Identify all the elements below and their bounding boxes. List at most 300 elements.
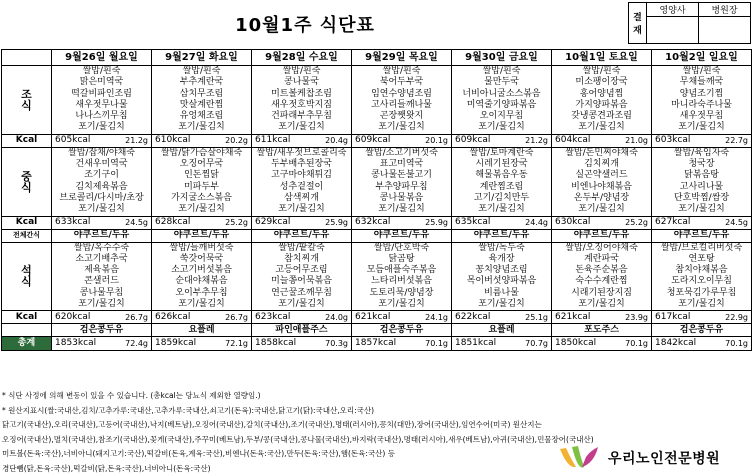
hospital-name: 우리노인전문병원: [608, 451, 721, 467]
dish-item: 쌀밥/새우젓브로콜리죽: [256, 147, 347, 158]
lunch-menu-cell: [152, 147, 252, 216]
breakfast-menu-cell: [352, 66, 452, 135]
dish-item: 고기/김치만두: [473, 192, 530, 203]
approval-role: 영양사: [647, 3, 699, 17]
dish-item: 콘샐러드: [84, 276, 119, 287]
snack-cell: 야쿠르트/두유: [52, 229, 152, 242]
kcal-value-pair: [652, 217, 751, 228]
kcal-value-pair: [652, 312, 751, 323]
dish-item: 쌀밥/닭가슴살야채죽: [160, 147, 243, 158]
kcal-value: 626kcal: [155, 311, 191, 322]
kcal-value-pair: [152, 217, 251, 228]
dish-item: 표고미역국: [379, 159, 424, 170]
dish-item: 도라지오이무침: [671, 276, 732, 287]
kcal-label: Kcal: [2, 311, 52, 324]
dish-item: 계란파국: [584, 253, 619, 264]
kcal-value: 630kcal: [555, 217, 591, 228]
kcal-cell-wrap: [52, 134, 152, 147]
snack-cell: 야쿠르트/두유: [252, 229, 352, 242]
breakfast-menu-cell: [552, 66, 652, 135]
breakfast-kcal-row: [2, 134, 752, 147]
approval-label: 결재: [629, 3, 647, 44]
dish-item: 고구마야채튀김: [271, 170, 332, 181]
dish-item: 오이부추무침: [175, 287, 228, 298]
total-protein: 70.1g: [625, 339, 648, 349]
dish-item: 쌀밥/잡채/야채죽: [68, 147, 135, 158]
dish-item: 물만두국: [484, 77, 519, 88]
dish-item: 포기/물김치: [378, 299, 425, 310]
kcal-cell-wrap: [452, 216, 552, 229]
lunch-kcal-row: [2, 216, 752, 229]
protein-value: 20.2g: [225, 136, 248, 146]
total-cell: [552, 337, 652, 351]
kcal-value: 603kcal: [655, 135, 691, 146]
dish-item: 포기/물김치: [378, 122, 425, 133]
dish-item: 참치찌개: [284, 253, 319, 264]
lunch-menu-cell: [652, 147, 752, 216]
approval-role: 병원장: [699, 3, 751, 17]
dish-item: 성추겉절이: [279, 181, 324, 192]
dish-item: 홍어양념찜: [579, 88, 624, 99]
protein-value: 22.7g: [725, 136, 748, 146]
dish-item: 미늘쫑어묵볶음: [271, 276, 332, 287]
snack-cell: 검은콩두유: [652, 324, 752, 337]
dinner-menu-cell: [452, 242, 552, 311]
kcal-value-pair: [552, 135, 651, 146]
corner-cell: [2, 50, 52, 66]
protein-value: 25.2g: [625, 218, 648, 228]
dish-item: 쌀밥/돈민찌야채죽: [565, 147, 638, 158]
dish-item: 새우젓호박지짐: [271, 99, 332, 110]
day-header: 10월2일 일요일: [652, 50, 752, 66]
dinner-menu-cell: [152, 242, 252, 311]
note-line: 닭고기(국내산),오리(국내산),고등어(국내산),낙지(베트남),오징어(국내산),갈치(국내산),조기(국내산),명태(러시아),꽁치(대만),장어(국내산),임연수어(미국) 원산지는: [2, 420, 542, 430]
dish-item: 비름나물: [484, 287, 519, 298]
dish-item: 포기/물김치: [178, 299, 225, 310]
total-kcal: 1853kcal: [55, 338, 97, 349]
dish-item: 마니라숙주나물: [671, 99, 732, 110]
total-protein: 70.1g: [425, 339, 448, 349]
total-cell: [352, 337, 452, 351]
kcal-value-pair: [352, 312, 451, 323]
dish-item: 부추계란국: [179, 77, 224, 88]
dish-item: 포기/물김치: [678, 122, 725, 133]
breakfast-menu-cell: [452, 66, 552, 135]
dish-item: 김치찌개: [584, 159, 619, 170]
kcal-value-pair: [452, 135, 551, 146]
dish-item: 쑥갓어묵국: [179, 253, 224, 264]
total-value-pair: [252, 338, 351, 349]
dish-item: 미파두부: [184, 181, 219, 192]
lunch-menu-cell: [552, 147, 652, 216]
snack-cell: 요플레: [152, 324, 252, 337]
breakfast-label: 조 식: [2, 66, 52, 135]
dish-item: 콩나물볶음: [379, 192, 424, 203]
total-protein: 70.3g: [325, 339, 348, 349]
dish-item: 소고기배추국: [75, 253, 128, 264]
kcal-cell-wrap: [252, 134, 352, 147]
kcal-label: Kcal: [2, 134, 52, 147]
dish-item: 쌀밥/들깨버섯죽: [169, 242, 234, 253]
dish-item: 포기/물김치: [278, 204, 325, 215]
kcal-value: 623kcal: [255, 311, 291, 322]
snack-cell: 야쿠르트/두유: [552, 229, 652, 242]
day-header-row: [2, 50, 752, 66]
total-kcal: 1859kcal: [155, 338, 197, 349]
dish-item: 콩나물돈불고기: [371, 170, 432, 181]
dish-item: 쌀밥/옥수수죽: [73, 242, 130, 253]
day-header: 9월30일 금요일: [452, 50, 552, 66]
dinner-menu-cell: [52, 242, 152, 311]
total-value-pair: [52, 338, 151, 349]
dish-item: 쌀밥/단호박죽: [373, 242, 430, 253]
protein-value: 24.5g: [725, 218, 748, 228]
snack-cell: 야쿠르트/두유: [352, 229, 452, 242]
dish-item: 두부배추된장국: [271, 159, 332, 170]
total-value-pair: [152, 338, 251, 349]
kcal-value-pair: [52, 217, 151, 228]
dish-item: 순대야채볶음: [175, 276, 228, 287]
kcal-value-pair: [52, 312, 151, 323]
protein-value: 20.1g: [425, 136, 448, 146]
dish-item: 갖냉콩견과조림: [571, 111, 632, 122]
total-value-pair: [652, 338, 751, 349]
totals-label: 총계: [2, 337, 52, 351]
kcal-value: 620kcal: [55, 311, 91, 322]
kcal-cell-wrap: [152, 311, 252, 324]
total-value-pair: [552, 338, 651, 349]
protein-value: 24.5g: [125, 218, 148, 228]
protein-value: 26.7g: [125, 312, 148, 322]
kcal-value-pair: [352, 135, 451, 146]
snack-cell: 파인애플주스: [252, 324, 352, 337]
snack-pm-row: [2, 324, 752, 337]
kcal-value: 604kcal: [555, 135, 591, 146]
total-cell: [152, 337, 252, 351]
dish-item: 쌀밥/흰죽: [582, 66, 621, 76]
snack-cell: 요플레: [452, 324, 552, 337]
breakfast-menu-cell: [52, 66, 152, 135]
dish-item: 콩나물국: [284, 77, 319, 88]
dish-item: 나나스끼무침: [75, 111, 128, 122]
dish-item: 새우젓무침: [679, 111, 724, 122]
dish-item: 콩나물무침: [79, 287, 124, 298]
breakfast-row: [2, 66, 752, 135]
dish-item: 브로콜리/다시마/초장: [59, 192, 144, 203]
lunch-menu-cell: [52, 147, 152, 216]
dish-item: 쌀밥/팥칼죽: [278, 242, 325, 253]
total-protein: 72.4g: [125, 339, 148, 349]
kcal-cell-wrap: [352, 216, 452, 229]
dish-item: 비엔나야채볶음: [571, 181, 632, 192]
protein-value: 21.2g: [125, 136, 148, 146]
page-title: 10월1주 식단표: [235, 15, 375, 36]
kcal-value: 610kcal: [155, 135, 191, 146]
total-cell: [452, 337, 552, 351]
kcal-value-pair: [252, 135, 351, 146]
lunch-row: [2, 147, 752, 216]
dish-item: 임연수양념조림: [371, 88, 432, 99]
dish-item: 연포탕: [688, 253, 715, 264]
protein-value: 25.9g: [325, 218, 348, 228]
kcal-cell-wrap: [352, 134, 452, 147]
dinner-menu-cell: [652, 242, 752, 311]
protein-value: 24.0g: [325, 312, 348, 322]
day-header: 10월1일 토요일: [552, 50, 652, 66]
kcal-cell-wrap: [652, 134, 752, 147]
dish-item: 김치제육볶음: [75, 181, 128, 192]
dish-item: 건파래부추무침: [271, 111, 332, 122]
dish-item: 온두부/양념장: [573, 192, 630, 203]
kcal-value: 621kcal: [555, 311, 591, 322]
total-protein: 70.7g: [525, 339, 548, 349]
total-kcal: 1851kcal: [455, 338, 497, 349]
day-header: 9월28일 수요일: [252, 50, 352, 66]
dish-item: 느타리버섯볶음: [371, 276, 432, 287]
total-kcal: 1842kcal: [655, 338, 697, 349]
kcal-cell-wrap: [452, 311, 552, 324]
kcal-value-pair: [252, 217, 351, 228]
dish-item: 목이버섯양파볶음: [466, 276, 537, 287]
protein-value: 21.2g: [525, 136, 548, 146]
dish-item: 포기/물김치: [78, 299, 125, 310]
dish-item: 너비아니굴소스볶음: [462, 88, 541, 99]
dish-item: 쌀밥/흰죽: [282, 66, 321, 76]
breakfast-menu-cell: [652, 66, 752, 135]
dish-item: 해물볶음우동: [475, 170, 528, 181]
kcal-value-pair: [152, 312, 251, 323]
total-protein: 72.1g: [225, 339, 248, 349]
dish-item: 가지양파볶음: [575, 99, 628, 110]
dish-item: 시레기된장국: [475, 159, 528, 170]
snack-am-label: 전체간식: [2, 229, 52, 242]
day-header: 9월29일 목요일: [352, 50, 452, 66]
breakfast-menu-cell: [152, 66, 252, 135]
kcal-cell-wrap: [552, 134, 652, 147]
note-line: * 원산지표시(쌀:국내산,김치/고추가루:국내산,고추가루:국내산,쇠고기(돈육):국내산,닭고기(닭):국내산,오리:국산): [2, 405, 375, 415]
dinner-menu-cell: [252, 242, 352, 311]
dish-item: 청포묵김가루무침: [666, 287, 737, 298]
dish-item: 쌀밥/육임자죽: [673, 147, 730, 158]
dish-item: 쌀밥/오징어야채죽: [565, 242, 638, 253]
dish-item: 무채들깨국: [679, 77, 724, 88]
kcal-cell-wrap: [52, 216, 152, 229]
dish-item: 연근꿀조깨무침: [271, 287, 332, 298]
dish-item: 포기/물김치: [478, 204, 525, 215]
dish-item: 고사리들깨나물: [371, 99, 432, 110]
dish-item: 인돈찜닭: [184, 170, 219, 181]
kcal-value: 627kcal: [655, 217, 691, 228]
dish-item: 포기/물김치: [678, 204, 725, 215]
protein-value: 25.2g: [225, 218, 248, 228]
dish-item: 쌀밥/녹두죽: [478, 242, 525, 253]
dish-item: 도토리묵/양념장: [369, 287, 434, 298]
kcal-cell-wrap: [252, 216, 352, 229]
kcal-value: 635kcal: [455, 217, 491, 228]
note-line: 미트볼(돈육:국산),너비아니(돼지고기:국산),떡갈비(돈육,계육:국산),비엔나(돈육:국산),만두(돈육:국산),햄(돈육:국산) 등: [2, 449, 395, 459]
dinner-row: [2, 242, 752, 311]
kcal-value-pair: [52, 135, 151, 146]
protein-value: 21.0g: [625, 136, 648, 146]
dish-item: 포기/물김치: [178, 204, 225, 215]
total-kcal: 1857kcal: [355, 338, 397, 349]
dish-item: 포기/물김치: [578, 204, 625, 215]
note-line: 경단뺌(닭,돈육:국산),떡갈비(닭,돈육:국산),너비아니(돈육:국산): [2, 463, 211, 473]
protein-value: 23.9g: [625, 312, 648, 322]
dish-item: 포기/물김치: [78, 122, 125, 133]
total-value-pair: [352, 338, 451, 349]
protein-value: 24.4g: [525, 218, 548, 228]
dish-item: 고사리나물: [679, 181, 724, 192]
total-cell: [52, 337, 152, 351]
dinner-label: 석 식: [2, 242, 52, 311]
dish-item: 닭곰탕: [388, 253, 415, 264]
dish-item: 꽁치양념조림: [475, 265, 528, 276]
kcal-value: 621kcal: [355, 311, 391, 322]
kcal-value: 605kcal: [55, 135, 91, 146]
kcal-value-pair: [152, 135, 251, 146]
dish-item: 포기/물김치: [378, 204, 425, 215]
kcal-label: Kcal: [2, 216, 52, 229]
dish-item: 양념조기찜: [679, 88, 724, 99]
snack-cell: 검은콩두유: [352, 324, 452, 337]
kcal-value-pair: [352, 217, 451, 228]
dish-item: 쌀밥/브로컬리버섯죽: [660, 242, 743, 253]
dish-item: 포기/물김치: [478, 299, 525, 310]
approval-sign: [699, 17, 751, 44]
dish-item: 육개장: [488, 253, 515, 264]
total-protein: 70.1g: [725, 339, 748, 349]
protein-value: 20.4g: [325, 136, 348, 146]
dish-item: 쌀밥/흰죽: [682, 66, 721, 76]
total-kcal: 1850kcal: [555, 338, 597, 349]
dish-item: 닭볶음탕: [684, 170, 719, 181]
approval-box: [628, 2, 751, 44]
hospital-logo-icon: [556, 443, 602, 473]
kcal-cell-wrap: [352, 311, 452, 324]
kcal-cell-wrap: [652, 311, 752, 324]
dish-item: 떡갈비파인조림: [71, 88, 132, 99]
dinner-menu-cell: [552, 242, 652, 311]
dish-item: 쌀밥/토마계란죽: [469, 147, 534, 158]
dish-item: 숙수수계란찜: [575, 276, 628, 287]
kcal-cell-wrap: [252, 311, 352, 324]
kcal-value: 622kcal: [455, 311, 491, 322]
total-kcal: 1858kcal: [255, 338, 297, 349]
snack-cell: 검은콩두유: [52, 324, 152, 337]
kcal-cell-wrap: [552, 311, 652, 324]
snack-cell: 야쿠르트/두유: [152, 229, 252, 242]
dinner-kcal-row: [2, 311, 752, 324]
dish-item: 가지굴소스볶음: [171, 192, 232, 203]
dish-item: 계란찜조림: [479, 181, 524, 192]
dish-item: 포기/물김치: [178, 122, 225, 133]
dish-item: 곤장쨋왓지: [379, 111, 424, 122]
dish-item: 포기/물김치: [278, 299, 325, 310]
note-line: 오징어(국내산),멸치(국내산),참조기(국내산),꽃게(국내산),주꾸미(베트남),두부/콩(국내산),콩나물(국내산),바지락(국내산),명태(러시아),새우(베트남),아귀(국내산),민물장어(국내산): [2, 434, 594, 444]
dish-item: 쌀밥/흰죽: [382, 66, 421, 76]
dish-item: 쌀밥/흰죽: [82, 66, 121, 76]
kcal-value: 609kcal: [455, 135, 491, 146]
kcal-value-pair: [652, 135, 751, 146]
dish-item: 쌀밥/흰죽: [482, 66, 521, 76]
kcal-value-pair: [452, 217, 551, 228]
approval-sign: [647, 17, 699, 44]
note-line: * 식단 사정에 의해 변동이 있을 수 있습니다. (총kcal는 당뇨식 제외한 열량임.): [2, 391, 261, 400]
snack-pm-label: [2, 324, 52, 337]
kcal-value: 617kcal: [655, 311, 691, 322]
snack-cell: 야쿠르트/두유: [652, 229, 752, 242]
lunch-label: 중 식: [2, 147, 52, 216]
kcal-value: 632kcal: [355, 217, 391, 228]
protein-value: 26.7g: [225, 312, 248, 322]
lunch-menu-cell: [352, 147, 452, 216]
kcal-value: 628kcal: [155, 217, 191, 228]
total-cell: [652, 337, 752, 351]
kcal-value: 611kcal: [255, 135, 291, 146]
dish-item: 포기/물김치: [578, 122, 625, 133]
dish-item: 포기/물김치: [478, 122, 525, 133]
dish-item: 삼색찌개: [284, 192, 319, 203]
dish-item: 포기/물김치: [578, 299, 625, 310]
dish-item: 오이지무침: [479, 111, 524, 122]
protein-value: 25.9g: [425, 218, 448, 228]
totals-row: [2, 337, 752, 351]
kcal-value-pair: [452, 312, 551, 323]
dish-item: 포기/물김치: [678, 299, 725, 310]
dish-item: 삼치무조림: [179, 88, 224, 99]
kcal-cell-wrap: [52, 311, 152, 324]
dish-item: 맑은미역국: [79, 77, 124, 88]
notes: [2, 389, 602, 476]
dish-item: 맛살계란찜: [179, 99, 224, 110]
kcal-value: 629kcal: [255, 217, 291, 228]
dish-item: 실곤약샐러드: [575, 170, 628, 181]
kcal-cell-wrap: [552, 216, 652, 229]
dish-item: 제육볶음: [84, 265, 119, 276]
day-header: 9월27일 화요일: [152, 50, 252, 66]
menu-table: [1, 49, 752, 351]
dish-item: 미역줄기양파볶음: [466, 99, 537, 110]
kcal-value: 609kcal: [355, 135, 391, 146]
kcal-cell-wrap: [152, 216, 252, 229]
dish-item: 미트볼케찹조림: [271, 88, 332, 99]
protein-value: 22.9g: [725, 312, 748, 322]
kcal-value-pair: [252, 312, 351, 323]
dish-item: 조기구이: [84, 170, 119, 181]
hospital-logo: [556, 443, 748, 473]
kcal-value-pair: [552, 217, 651, 228]
dish-item: 소고기버섯볶음: [171, 265, 232, 276]
breakfast-menu-cell: [252, 66, 352, 135]
kcal-cell-wrap: [152, 134, 252, 147]
snack-am-row: [2, 229, 752, 242]
dish-item: 포기/물김치: [278, 122, 325, 133]
dish-item: 쌀밥/소고기버섯죽: [365, 147, 438, 158]
total-cell: [252, 337, 352, 351]
day-header: 9월26일 월요일: [52, 50, 152, 66]
dish-item: 시래기된장지짐: [571, 287, 632, 298]
dish-item: 오징어무국: [179, 159, 224, 170]
dish-item: 부추양파무침: [375, 181, 428, 192]
dish-item: 참치야채볶음: [675, 265, 728, 276]
kcal-cell-wrap: [652, 216, 752, 229]
dish-item: 미소팽이장국: [575, 77, 628, 88]
kcal-value-pair: [552, 312, 651, 323]
snack-cell: 야쿠르트/두유: [452, 229, 552, 242]
protein-value: 25.1g: [525, 312, 548, 322]
kcal-cell-wrap: [452, 134, 552, 147]
